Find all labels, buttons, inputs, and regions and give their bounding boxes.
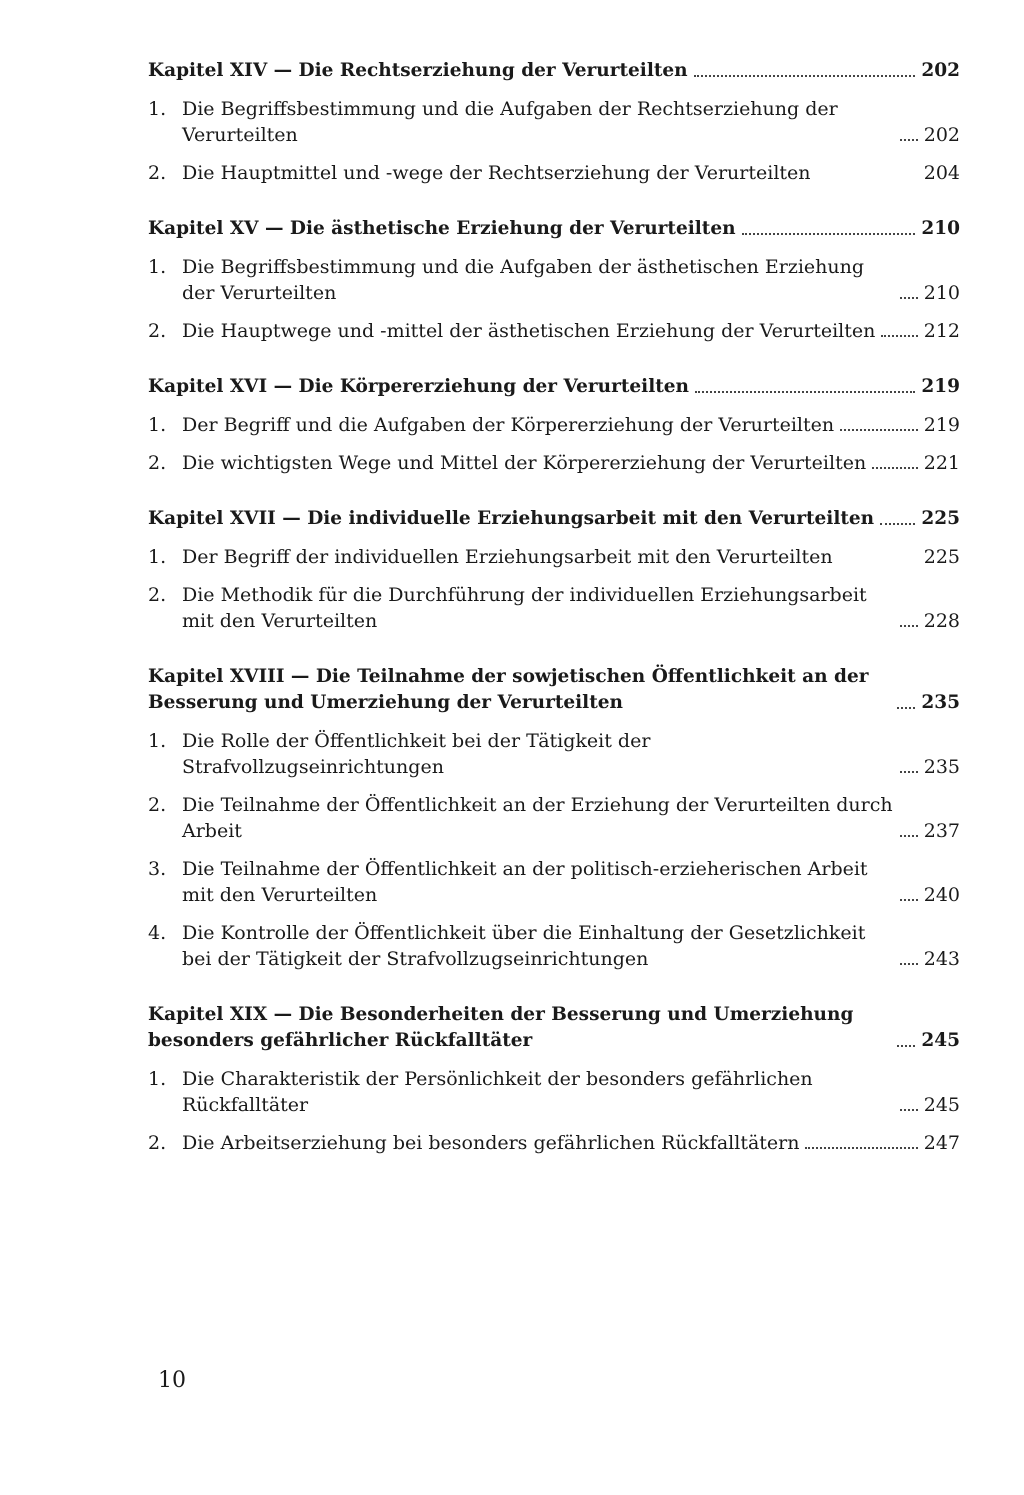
chapter-title: Kapitel XIX — Die Besonderheiten der Besserung und Umerziehung besonders gefährlicher Rückfalltäter [148,1004,854,1051]
dot-leader [805,1147,917,1149]
dot-leader [742,233,916,235]
section-number: 2. [148,584,167,606]
toc-section-entry [148,160,960,186]
toc-section-entry [148,412,960,438]
section-title: Die Hauptwege und -mittel der ästhetischen Erziehung der Verurteilten [182,320,876,342]
section-page-number: 204 [923,162,960,184]
section-number: 1. [148,1068,167,1090]
toc-section-entry [148,582,960,634]
dot-leader [900,1109,918,1111]
section-page-number: 237 [923,820,960,842]
toc-section-entry [148,920,960,972]
dot-leader [900,771,918,773]
chapter-page-number: 245 [921,1030,960,1051]
section-page-number: 228 [923,610,960,632]
section-title: Die Teilnahme der Öffentlichkeit an der Erziehung der Verurteilten durch Arbeit [182,794,893,842]
section-number: 2. [148,794,167,816]
toc-section-entry [148,544,960,570]
section-page-number: 245 [923,1094,960,1116]
toc-section-entry [148,1066,960,1118]
page-number: 10 [158,1368,186,1393]
section-title: Die Begriffsbestimmung und die Aufgaben der Rechtserziehung der Verurteilten [182,98,838,146]
toc-section-entry [148,728,960,780]
dot-leader [872,467,918,469]
toc-chapter [148,216,960,344]
dot-leader [880,523,915,525]
section-title: Die Kontrolle der Öffentlichkeit über die Einhaltung der Gesetzlichkeit bei der Tätigkeit der Strafvollzugseinrichtungen [182,922,866,970]
dot-leader [900,963,918,965]
toc-section-entry [148,856,960,908]
section-page-number: 219 [923,414,960,436]
section-number: 1. [148,98,167,120]
chapter-title: Kapitel XIV — Die Rechtserziehung der Verurteilten [148,60,688,81]
section-page-number: 202 [923,124,960,146]
chapter-page-number: 210 [921,218,960,239]
toc-section-entry [148,254,960,306]
chapter-title: Kapitel XVI — Die Körpererziehung der Verurteilten [148,376,689,397]
dot-leader [900,899,918,901]
section-title: Die wichtigsten Wege und Mittel der Körpererziehung der Verurteilten [182,452,867,474]
chapter-page-number: 202 [921,60,960,81]
chapter-heading [148,664,960,716]
dot-leader [897,1045,915,1047]
section-title: Die Hauptmittel und -wege der Rechtserziehung der Verurteilten [182,162,811,184]
section-number: 2. [148,162,167,184]
section-title: Die Charakteristik der Persönlichkeit der besonders gefährlichen Rückfalltäter [182,1068,813,1116]
chapter-page-number: 235 [921,692,960,713]
section-page-number: 240 [923,884,960,906]
toc-chapter [148,1002,960,1156]
section-title: Die Methodik für die Durchführung der individuellen Erziehungsarbeit mit den Verurteilten [182,584,867,632]
section-number: 2. [148,320,167,342]
toc-chapter [148,58,960,186]
toc-section-entry [148,450,960,476]
section-title: Die Begriffsbestimmung und die Aufgaben der ästhetischen Erziehung der Verurteilten [182,256,865,304]
dot-leader [900,625,918,627]
section-number: 2. [148,452,167,474]
section-page-number: 235 [923,756,960,778]
section-page-number: 225 [923,546,960,568]
chapter-heading [148,216,960,242]
dot-leader [694,75,916,77]
dot-leader [840,429,918,431]
toc-chapter [148,506,960,634]
dot-leader [900,297,918,299]
chapter-title: Kapitel XV — Die ästhetische Erziehung der Verurteilten [148,218,736,239]
section-title: Der Begriff der individuellen Erziehungsarbeit mit den Verurteilten [182,546,833,568]
table-of-contents [148,58,960,1186]
dot-leader [695,391,915,393]
section-number: 1. [148,414,167,436]
section-title: Der Begriff und die Aufgaben der Körpererziehung der Verurteilten [182,414,835,436]
section-page-number: 210 [923,282,960,304]
section-number: 1. [148,730,167,752]
section-title: Die Arbeitserziehung bei besonders gefährlichen Rückfalltätern [182,1132,800,1154]
section-number: 2. [148,1132,167,1154]
section-number: 1. [148,546,167,568]
section-title: Die Teilnahme der Öffentlichkeit an der politisch-erzieherischen Arbeit mit den Verurteilten [182,858,868,906]
chapter-page-number: 225 [921,508,960,529]
section-number: 3. [148,858,167,880]
chapter-heading [148,1002,960,1054]
toc-chapter [148,664,960,972]
section-number: 1. [148,256,167,278]
dot-leader [881,335,917,337]
section-page-number: 221 [923,452,960,474]
chapter-heading [148,374,960,400]
toc-section-entry [148,1130,960,1156]
toc-section-entry [148,318,960,344]
section-number: 4. [148,922,167,944]
dot-leader [900,139,918,141]
section-title: Die Rolle der Öffentlichkeit bei der Tätigkeit der Strafvollzugseinrichtungen [182,730,651,778]
toc-section-entry [148,792,960,844]
toc-section-entry [148,96,960,148]
chapter-heading [148,58,960,84]
toc-chapter [148,374,960,476]
section-page-number: 243 [923,948,960,970]
chapter-title: Kapitel XVII — Die individuelle Erziehungsarbeit mit den Verurteilten [148,508,875,529]
dot-leader [897,707,915,709]
section-page-number: 212 [923,320,960,342]
chapter-page-number: 219 [921,376,960,397]
chapter-heading [148,506,960,532]
section-page-number: 247 [923,1132,960,1154]
dot-leader [900,835,918,837]
chapter-title: Kapitel XVIII — Die Teilnahme der sowjetischen Öffentlichkeit an der Besserung und Umerziehung der Verurteilten [148,666,869,713]
